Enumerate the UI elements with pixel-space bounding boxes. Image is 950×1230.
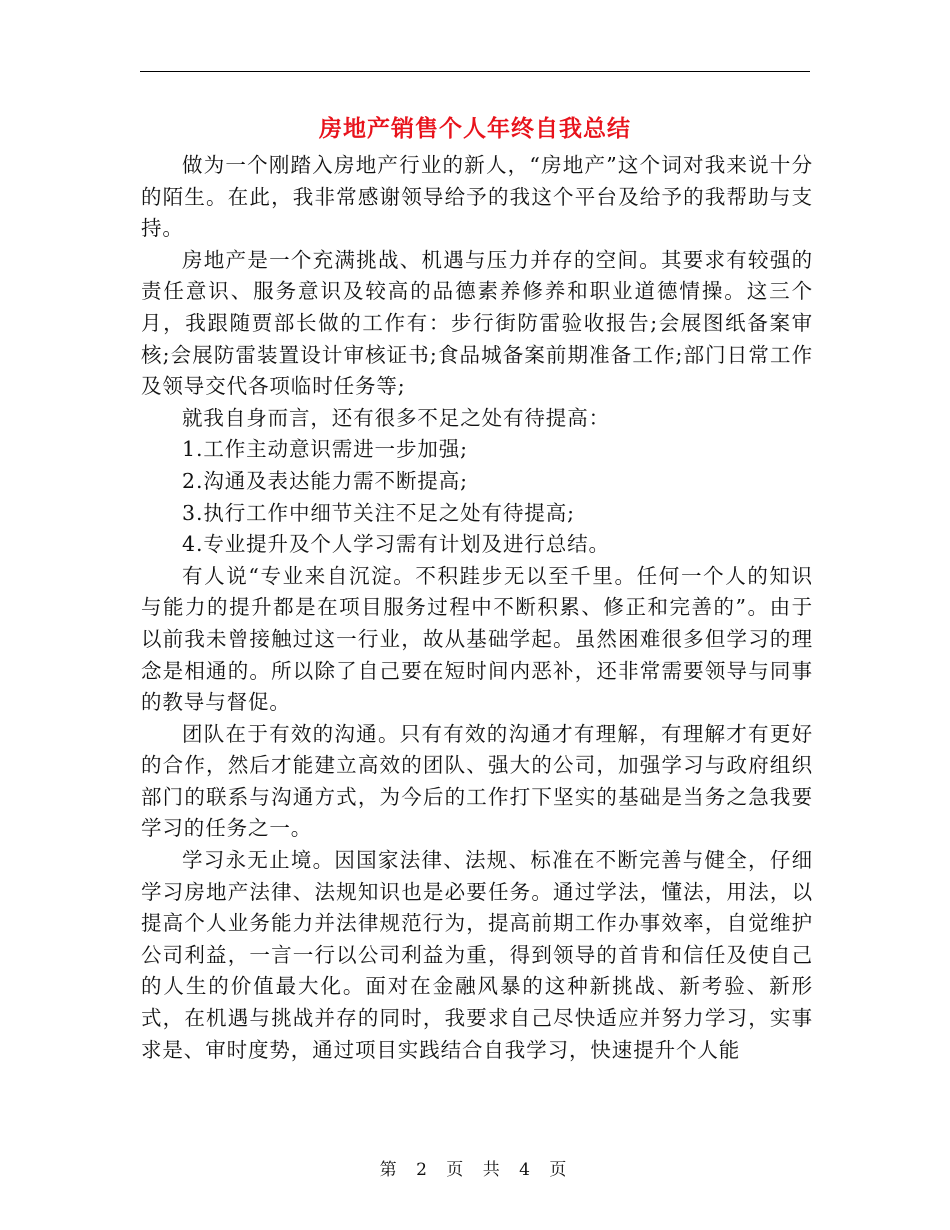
paragraph: 团队在于有效的沟通。只有有效的沟通才有理解，有理解才有更好的合作，然后才能建立高效的团队、强大的公司，加强学习与政府组织部门的联系与沟通方式，为今后的工作打下坚实的基础是当务之急我要学习的任务之一。 <box>141 721 813 841</box>
paragraph: 做为一个刚踏入房地产行业的新人，“房地产”这个词对我来说十分的陌生。在此，我非常感谢领导给予的我这个平台及给予的我帮助与支持。 <box>141 153 813 241</box>
header-rule <box>140 71 810 72</box>
document-body <box>141 150 813 1066</box>
document-title: 房地产销售个人年终自我总结 <box>319 115 631 142</box>
list-item: 1.工作主动意识需进一步加强; <box>182 437 468 462</box>
list-item: 4.专业提升及个人学习需有计划及进行总结。 <box>182 532 610 557</box>
page-number-footer: 第 2 页 共 4 页 <box>379 1160 571 1180</box>
paragraph: 房地产是一个充满挑战、机遇与压力并存的空间。其要求有较强的责任意识、服务意识及较高的品德素养修养和职业道德情操。这三个月，我跟随贾部长做的工作有：步行街防雷验收报告;会展图纸备案审核;会展防雷装置设计审核证书;食品城备案前期准备工作;部门日常工作及领导交代各项临时任务等; <box>141 247 813 399</box>
paragraph: 有人说“专业来自沉淀。不积跬步无以至千里。任何一个人的知识与能力的提升都是在项目服务过程中不断积累、修正和完善的”。由于以前我未曾接触过这一行业，故从基础学起。虽然困难很多但学习的理念是相通的。所以除了自己要在短时间内恶补，还非常需要领导与同事的教导与督促。 <box>141 563 813 715</box>
paragraph: 就我自身而言，还有很多不足之处有待提高： <box>182 405 610 430</box>
list-item: 2.沟通及表达能力需不断提高; <box>182 468 468 493</box>
list-item: 3.执行工作中细节关注不足之处有待提高; <box>182 500 575 525</box>
paragraph: 学习永无止境。因国家法律、法规、标准在不断完善与健全，仔细学习房地产法律、法规知识也是必要任务。通过学法，懂法，用法，以提高个人业务能力并法律规范行为，提高前期工作办事效率，自觉维护公司利益，一言一行以公司利益为重，得到领导的首肯和信任及使自己的人生的价值最大化。面对在金融风暴的这种新挑战、新考验、新形式，在机遇与挑战并存的同时，我要求自己尽快适应并努力学习，实事求是、审时度势，通过项目实践结合自我学习，快速提升个人能 <box>141 848 813 1062</box>
